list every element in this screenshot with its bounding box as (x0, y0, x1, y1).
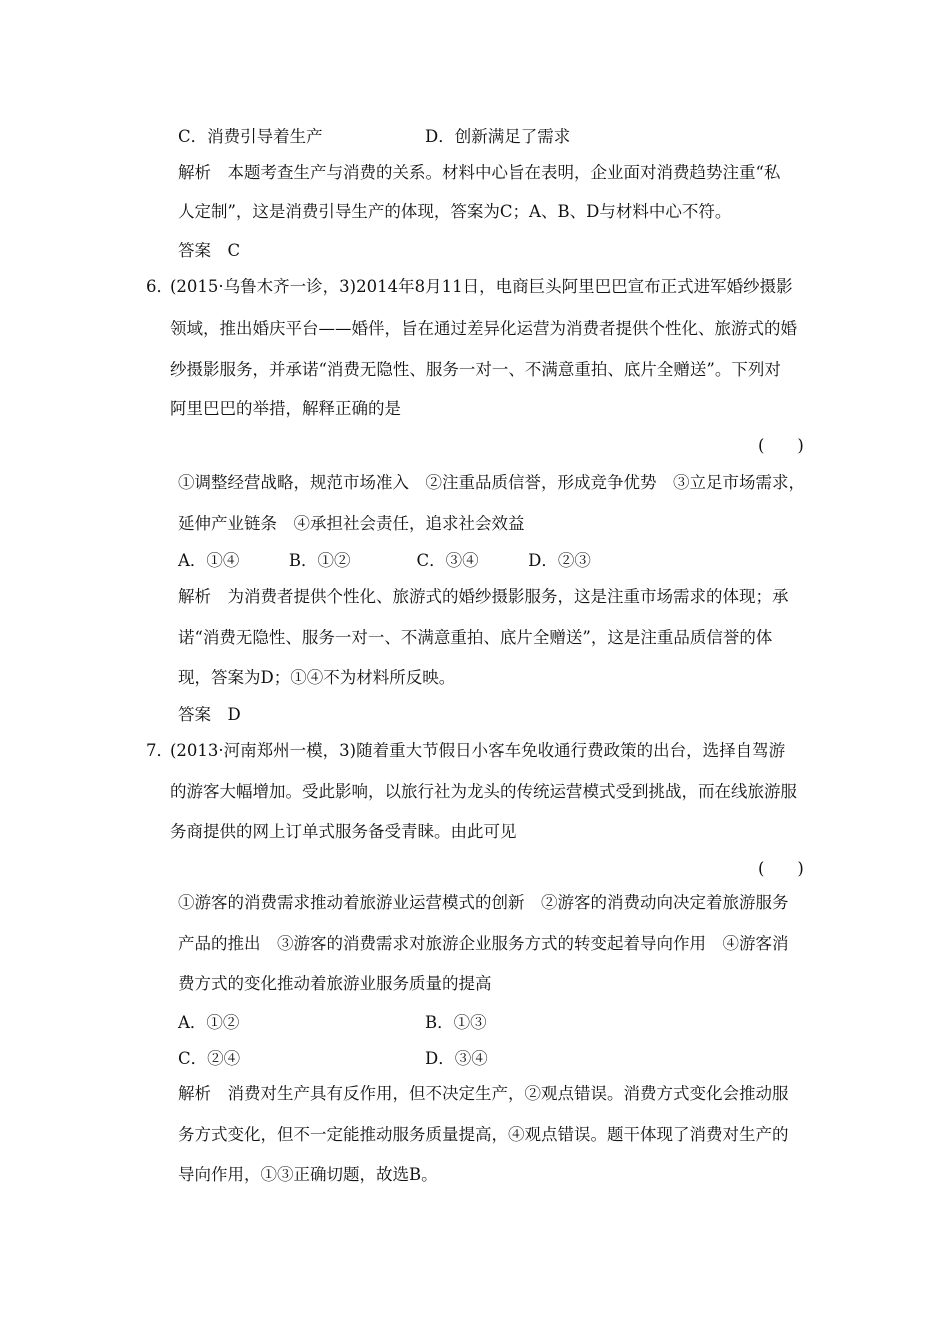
q7-analysis-line1: 解析 消费对生产具有反作用，但不决定生产，②观点错误。消费方式变化会推动服 (178, 1084, 789, 1103)
q7-option-a: A．①② (178, 1013, 240, 1032)
q6-analysis-line2: 诺“消费无隐性、服务一对一、不满意重拍、底片全赠送”，这是注重品质信誉的体 (178, 628, 773, 647)
q6-stem-line2: 领域，推出婚庆平台——婚伴，旨在通过差异化运营为消费者提供个性化、旅游式的婚 (170, 319, 797, 338)
q7-analysis-line3: 导向作用，①③正确切题，故选B。 (178, 1165, 438, 1184)
q7-analysis-line2: 务方式变化，但不一定能推动服务质量提高，④观点错误。题干体现了消费对生产的 (178, 1125, 789, 1144)
q5-analysis-line2: 人定制”，这是消费引导生产的体现，答案为C；A、B、D与材料中心不符。 (178, 202, 732, 221)
q7-answer-paren: ( ) (758, 859, 804, 878)
q6-items-line2: 延伸产业链条 ④承担社会责任，追求社会效益 (178, 514, 525, 533)
q6-answer-paren: ( ) (758, 436, 804, 455)
q7-stem-line1: (2013·河南郑州一模，3)随着重大节假日小客车免收通行费政策的出台，选择自驾游 (170, 741, 786, 760)
q7-option-b: B．①③ (425, 1013, 487, 1032)
q5-answer: 答案 C (178, 241, 241, 260)
q5-option-c: C．消费引导着生产 (178, 127, 323, 146)
q5-analysis-line1: 解析 本题考查生产与消费的关系。材料中心旨在表明，企业面对消费趋势注重“私 (178, 163, 781, 182)
q5-option-d-row (425, 126, 570, 148)
q6-analysis-line1: 解析 为消费者提供个性化、旅游式的婚纱摄影服务，这是注重市场需求的体现；承 (178, 587, 789, 606)
q6-options: A．①④ B．①② C．③④ D．②③ (178, 551, 591, 570)
q7-items-line1: ①游客的消费需求推动着旅游业运营模式的创新 ②游客的消费动向决定着旅游服务 (178, 893, 789, 912)
q6-stem-line1: (2015·乌鲁木齐一诊，3)2014年8月11日，电商巨头阿里巴巴宣布正式进军婚纱摄影 (170, 277, 793, 296)
q7-option-c: C．②④ (178, 1049, 241, 1068)
q5-options-row (178, 126, 323, 148)
q6-items-line1: ①调整经营战略，规范市场准入 ②注重品质信誉，形成竞争优势 ③立足市场需求， (178, 473, 805, 492)
q7-items-line2: 产品的推出 ③游客的消费需求对旅游企业服务方式的转变起着导向作用 ④游客消 (178, 934, 789, 953)
q7-option-d: D．③④ (425, 1049, 488, 1068)
q6-number: 6． (146, 277, 173, 296)
q5-option-d: D．创新满足了需求 (425, 127, 571, 146)
q6-analysis-line3: 现，答案为D；①④不为材料所反映。 (178, 668, 456, 687)
q7-number: 7． (146, 741, 173, 760)
q7-stem-line2: 的游客大幅增加。受此影响，以旅行社为龙头的传统运营模式受到挑战，而在线旅游服 (170, 782, 797, 801)
q6-answer: 答案 D (178, 705, 241, 724)
q6-stem-line3: 纱摄影服务，并承诺“消费无隐性、服务一对一、不满意重拍、底片全赠送”。下列对 (170, 360, 781, 379)
q7-items-line3: 费方式的变化推动着旅游业服务质量的提高 (178, 974, 492, 993)
q7-stem-line3: 务商提供的网上订单式服务备受青睐。由此可见 (170, 822, 517, 841)
q6-stem-line4: 阿里巴巴的举措，解释正确的是 (170, 399, 401, 418)
